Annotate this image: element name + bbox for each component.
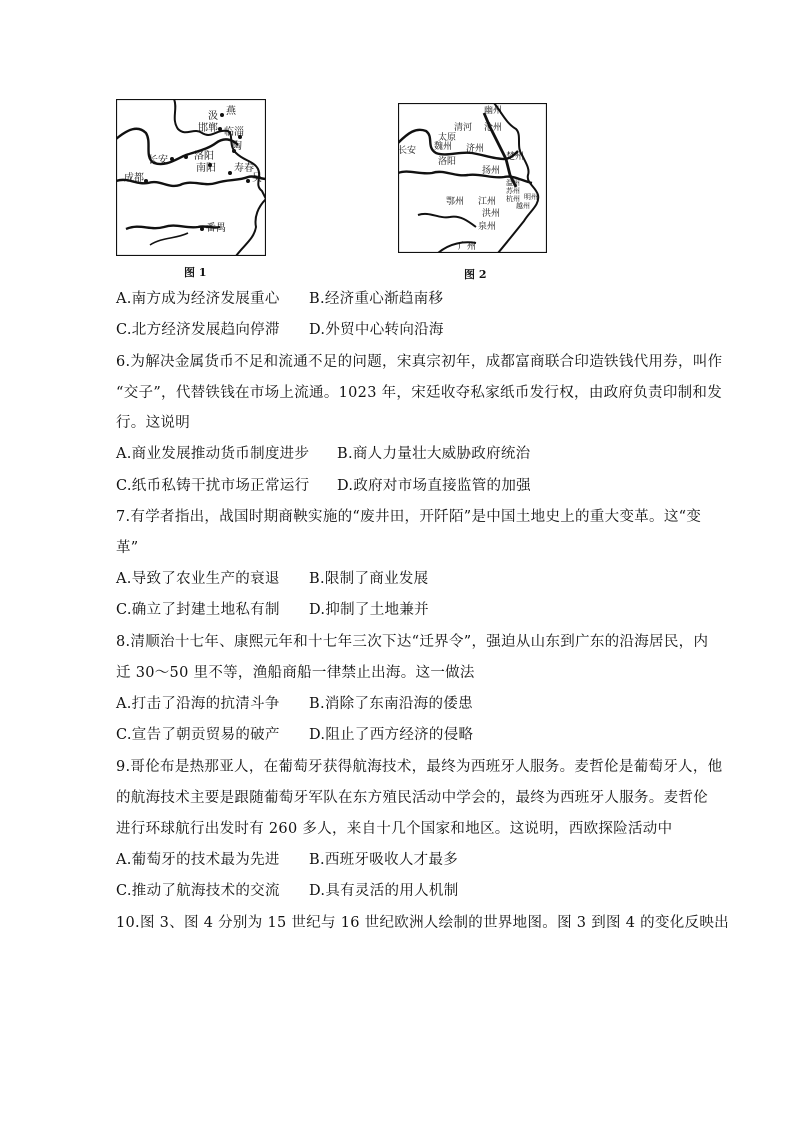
map-1-graphic bbox=[116, 99, 266, 256]
map1-label-linzi: 临淄 bbox=[224, 127, 244, 138]
map1-label-nanyang: 南阳 bbox=[196, 163, 216, 174]
q9-option-b[interactable]: B.西班牙吸收人才最多 bbox=[309, 852, 459, 868]
map2-label-hangzhou: 杭州 bbox=[506, 195, 520, 203]
figure-1-map bbox=[116, 99, 266, 256]
q9-stem-line-2: 的航海技术主要是跟随葡萄牙军队在东方殖民活动中学会的，最终为西班牙人服务。麦哲伦 bbox=[116, 790, 708, 806]
q9-stem-line-3: 进行环球航行出发时有 260 多人，来自十几个国家和地区。这说明，西欧探险活动中 bbox=[116, 821, 673, 837]
map2-label-guangzhou: 广州 bbox=[458, 242, 477, 252]
map2-label-chuzhou: 楚州 bbox=[506, 152, 525, 162]
q9-option-a[interactable]: A.葡萄牙的技术最为先进 bbox=[116, 852, 280, 868]
q6-option-d[interactable]: D.政府对市场直接监管的加强 bbox=[337, 478, 531, 494]
map1-label-wu: 吴 bbox=[252, 173, 262, 184]
q8-stem-line-2: 迁 30～50 里不等，渔船商船一律禁止出海。这一做法 bbox=[116, 665, 475, 681]
q7-stem-line-1: 7.有学者指出，战国时期商鞅实施的“废井田，开阡陌”是中国土地史上的重大变革。这“变 bbox=[116, 509, 702, 525]
q6-option-c[interactable]: C.纸币私铸干扰市场正常运行 bbox=[116, 478, 310, 494]
q8-option-d[interactable]: D.阻止了西方经济的侵略 bbox=[309, 727, 474, 743]
map2-label-suzhou: 苏州 bbox=[506, 187, 520, 195]
map1-label-ji: 汲 bbox=[208, 111, 218, 122]
map1-label-chengdu: 成都 bbox=[124, 173, 144, 184]
map1-label-handan: 邯郸 bbox=[198, 123, 218, 134]
map2-label-ezhou: 鄂州 bbox=[446, 197, 465, 207]
map1-label-yan: 燕 bbox=[226, 106, 236, 117]
map1-label-shouchun: 寿春 bbox=[234, 163, 254, 174]
map-2-graphic bbox=[398, 103, 547, 253]
map1-label-luoyang: 洛阳 bbox=[194, 151, 214, 162]
q8-option-b[interactable]: B.消除了东南沿海的倭患 bbox=[309, 696, 473, 712]
map2-label-wenzhou: 温州 bbox=[506, 179, 520, 187]
map2-label-quanzhou: 泉州 bbox=[478, 222, 497, 232]
q7-option-b[interactable]: B.限制了商业发展 bbox=[309, 571, 429, 587]
map2-label-weizhou: 魏州 bbox=[434, 142, 453, 152]
q6-option-b[interactable]: B.商人力量壮大威胁政府统治 bbox=[337, 446, 531, 462]
q6-stem-line-2: “交子”，代替铁钱在市场上流通。1023 年，宋廷收夺私家纸币发行权，由政府负责印制和发 bbox=[116, 385, 723, 401]
q7-stem-line-2: 革” bbox=[116, 540, 139, 556]
map2-label-yangzhou: 扬州 bbox=[482, 166, 501, 176]
q5-option-b[interactable]: B.经济重心渐趋南移 bbox=[309, 291, 444, 307]
map1-label-changan: 长安 bbox=[148, 155, 168, 166]
map2-label-qinghe: 清河 bbox=[454, 123, 473, 133]
q6-stem-line-1: 6.为解决金属货币不足和流通不足的问题，宋真宗初年，成都富商联合印造铁钱代用券，叫作 bbox=[116, 354, 723, 370]
map1-label-tao: 陶 bbox=[232, 141, 242, 152]
q8-stem-line-1: 8.清顺治十七年、康熙元年和十七年三次下达“迁界令”，强迫从山东到广东的沿海居民，内 bbox=[116, 634, 709, 650]
map2-label-taiyuan: 太原 bbox=[438, 133, 457, 143]
q7-option-c[interactable]: C.确立了封建土地私有制 bbox=[116, 602, 280, 618]
q10-stem-line-1: 10.图 3、图 4 分别为 15 世纪与 16 世纪欧洲人绘制的世界地图。图 3 到图 4 的变化反映出 bbox=[116, 915, 729, 931]
map2-label-cangzhou: 沧州 bbox=[484, 123, 503, 133]
q7-option-d[interactable]: D.抑制了土地兼并 bbox=[309, 602, 429, 618]
map2-label-hongzhou: 洪州 bbox=[482, 209, 501, 219]
q8-option-c[interactable]: C.宣告了朝贡贸易的破产 bbox=[116, 727, 280, 743]
q9-stem-line-1: 9.哥伦布是热那亚人，在葡萄牙获得航海技术，最终为西班牙人服务。麦哲伦是葡萄牙人，他 bbox=[116, 759, 723, 775]
q5-option-d[interactable]: D.外贸中心转向沿海 bbox=[309, 322, 444, 338]
q9-option-d[interactable]: D.具有灵活的用人机制 bbox=[309, 883, 459, 899]
q7-option-a[interactable]: A.导致了农业生产的衰退 bbox=[116, 571, 280, 587]
map1-label-panyu: 番禺 bbox=[206, 223, 226, 234]
map2-label-jiangzhou: 江州 bbox=[478, 197, 497, 207]
figure-2-caption: 图 2 bbox=[464, 268, 487, 281]
figure-1-caption: 图 1 bbox=[184, 266, 207, 279]
map2-label-mingzhou: 明州 bbox=[524, 193, 538, 201]
q6-option-a[interactable]: A.商业发展推动货币制度进步 bbox=[116, 446, 310, 462]
figure-2-map bbox=[398, 103, 547, 253]
q8-option-a[interactable]: A.打击了沿海的抗清斗争 bbox=[116, 696, 280, 712]
map2-label-luoyang: 洛阳 bbox=[438, 157, 457, 167]
map2-label-yuezhou: 越州 bbox=[516, 202, 530, 210]
q9-option-c[interactable]: C.推动了航海技术的交流 bbox=[116, 883, 280, 899]
map2-label-youzhou: 幽州 bbox=[484, 106, 503, 116]
q5-option-a[interactable]: A.南方成为经济发展重心 bbox=[116, 291, 280, 307]
q6-stem-line-3: 行。这说明 bbox=[116, 415, 190, 431]
map2-label-jizhou: 济州 bbox=[466, 144, 485, 154]
q5-option-c[interactable]: C.北方经济发展趋向停滞 bbox=[116, 322, 280, 338]
map2-label-changan: 长安 bbox=[398, 146, 417, 156]
